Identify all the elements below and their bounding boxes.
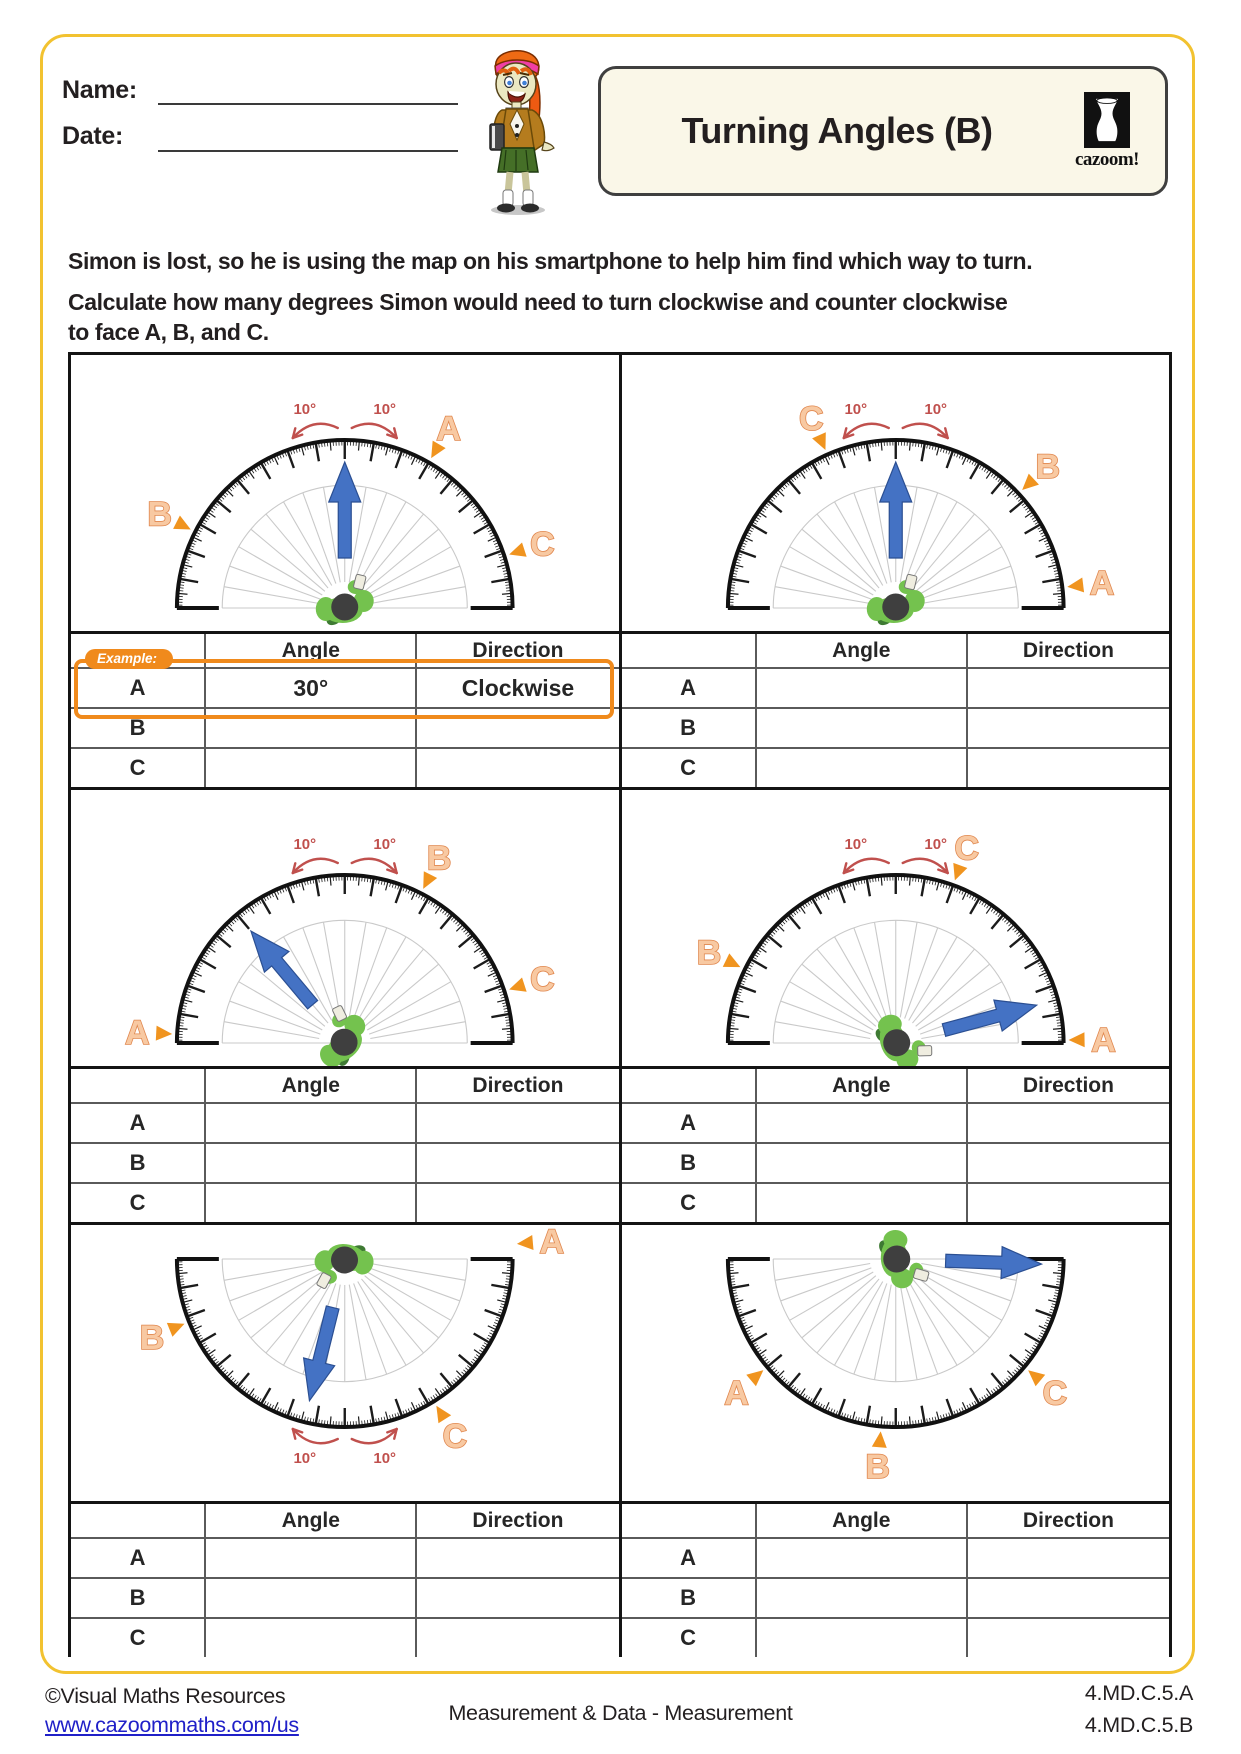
angle-cell [756, 1183, 967, 1222]
answer-table-3 [71, 1066, 619, 1222]
svg-text:A: A [124, 1014, 150, 1053]
svg-text:A: A [436, 409, 461, 448]
angle-cell [205, 1618, 416, 1657]
svg-text:C: C [1042, 1374, 1067, 1413]
row-label: A [622, 1103, 756, 1143]
standard-code-2: 4.MD.C.5.B [1084, 1713, 1193, 1737]
instruction-line-3: to face A, B, and C. [68, 319, 269, 345]
instruction-line-2: Calculate how many degrees Simon would need to turn clockwise and counter clockwise [68, 289, 1008, 315]
svg-text:C: C [798, 399, 823, 438]
angle-header: Angle [756, 1068, 967, 1104]
direction-cell [967, 1103, 1169, 1143]
corner-header [71, 1068, 205, 1104]
angle-cell [756, 748, 967, 787]
angle-cell [756, 668, 967, 708]
svg-text:C: C [530, 525, 555, 564]
row-label: A [71, 668, 205, 708]
direction-cell [416, 1538, 618, 1578]
corner-header [622, 1503, 756, 1539]
row-label: C [71, 1183, 205, 1222]
row-label: A [71, 1103, 205, 1143]
name-label: Name: [62, 76, 137, 104]
svg-text:10°: 10° [923, 835, 947, 854]
row-label: B [71, 708, 205, 748]
row-label: B [71, 1143, 205, 1183]
direction-cell [967, 1538, 1169, 1578]
name-input-line [158, 103, 458, 105]
exercise-panel-2 [622, 355, 1170, 787]
svg-text:C: C [954, 829, 979, 868]
angle-cell [205, 1103, 416, 1143]
angle-header: Angle [205, 1068, 416, 1104]
direction-cell [416, 1578, 618, 1618]
angle-cell [756, 1578, 967, 1618]
svg-text:10°: 10° [293, 1449, 317, 1468]
svg-text:10°: 10° [843, 835, 867, 854]
svg-text:B: B [426, 839, 452, 878]
svg-text:10°: 10° [293, 400, 317, 419]
row-label: A [71, 1538, 205, 1578]
svg-text:B: B [147, 495, 172, 534]
svg-text:A: A [1089, 564, 1114, 603]
corner-header [622, 1068, 756, 1104]
angle-header: Angle [205, 1503, 416, 1539]
angle-cell [756, 708, 967, 748]
strand-text: Measurement & Data - Measurement [448, 1701, 793, 1725]
direction-header: Direction [967, 1068, 1169, 1104]
hand [542, 142, 554, 151]
row-label: C [71, 748, 205, 787]
angle-cell [205, 748, 416, 787]
protractor-figure-1 [71, 355, 619, 631]
protractor-figure-2 [622, 355, 1170, 631]
direction-header: Direction [967, 1503, 1169, 1539]
angle-cell [756, 1143, 967, 1183]
protractor-figure-6 [622, 1225, 1170, 1501]
cazoom-logo-text: cazoom! [1074, 148, 1140, 170]
angle-cell [205, 1143, 416, 1183]
exercise-grid [68, 352, 1172, 1657]
row-label: C [71, 1618, 205, 1657]
direction-header: Direction [416, 1068, 618, 1104]
answer-table-2 [622, 631, 1170, 787]
direction-cell [967, 668, 1169, 708]
row-label: B [71, 1578, 205, 1618]
direction-cell [967, 1143, 1169, 1183]
direction-cell [967, 708, 1169, 748]
title-box [598, 66, 1168, 196]
exercise-panel-4 [622, 790, 1170, 1222]
row-label: C [622, 1183, 756, 1222]
svg-text:10°: 10° [923, 400, 947, 419]
direction-cell [967, 1618, 1169, 1657]
svg-text:B: B [696, 933, 721, 972]
direction-cell [967, 748, 1169, 787]
svg-text:A: A [539, 1225, 565, 1261]
corner-header [622, 633, 756, 669]
direction-header: Direction [416, 633, 618, 669]
svg-text:10°: 10° [293, 835, 317, 854]
direction-cell [967, 1578, 1169, 1618]
row-label: C [622, 748, 756, 787]
answer-table-6 [622, 1501, 1170, 1657]
angle-cell: 30° [205, 668, 416, 708]
row-label: A [622, 1538, 756, 1578]
row-label: B [622, 1578, 756, 1618]
row-label: C [622, 1618, 756, 1657]
exercise-panel-5 [71, 1225, 619, 1657]
svg-text:B: B [139, 1318, 165, 1357]
protractor-figure-3 [71, 790, 619, 1066]
svg-text:B: B [864, 1448, 890, 1487]
protractor-figure-5 [71, 1225, 619, 1501]
standard-code-1: 4.MD.C.5.A [1084, 1681, 1193, 1705]
svg-text:10°: 10° [373, 400, 397, 419]
instruction-line-1: Simon is lost, so he is using the map on his smartphone to help him find which way to turn. [68, 248, 1033, 274]
website-link[interactable]: www.cazoommaths.com/us [45, 1713, 299, 1737]
angle-cell [205, 1578, 416, 1618]
example-badge: Example: [85, 649, 173, 669]
instructions [68, 246, 1128, 347]
svg-text:10°: 10° [373, 835, 397, 854]
direction-cell [416, 1183, 618, 1222]
svg-text:A: A [723, 1374, 749, 1413]
direction-cell [416, 748, 618, 787]
row-label: B [622, 1143, 756, 1183]
student-cartoon-illustration [466, 40, 570, 216]
direction-cell [967, 1183, 1169, 1222]
page-title: Turning Angles (B) [681, 110, 993, 151]
exercise-panel-6 [622, 1225, 1170, 1657]
exercise-panel-1 [71, 355, 619, 787]
direction-cell [416, 1618, 618, 1657]
angle-header: Angle [756, 1503, 967, 1539]
row-label: B [622, 708, 756, 748]
svg-text:10°: 10° [373, 1449, 397, 1468]
angle-header: Angle [756, 633, 967, 669]
row-label: A [622, 668, 756, 708]
direction-cell [416, 708, 618, 748]
direction-header: Direction [967, 633, 1169, 669]
direction-cell [416, 1103, 618, 1143]
angle-header: Angle [205, 633, 416, 669]
answer-table-4 [622, 1066, 1170, 1222]
copyright-text: ©Visual Maths Resources [45, 1684, 286, 1708]
answer-table-5 [71, 1501, 619, 1657]
angle-cell [205, 1183, 416, 1222]
direction-header: Direction [416, 1503, 618, 1539]
direction-cell [416, 1143, 618, 1183]
cazoom-logo [1059, 92, 1165, 171]
angle-cell [205, 1538, 416, 1578]
svg-text:10°: 10° [843, 400, 867, 419]
svg-text:B: B [1034, 448, 1060, 487]
direction-cell: Clockwise [416, 668, 618, 708]
date-input-line [158, 150, 458, 152]
cazoom-vase-icon [1084, 92, 1130, 148]
svg-text:C: C [530, 960, 555, 999]
angle-cell [205, 708, 416, 748]
angle-cell [756, 1538, 967, 1578]
exercise-panel-3 [71, 790, 619, 1222]
angle-cell [756, 1618, 967, 1657]
date-label: Date: [62, 122, 124, 150]
svg-text:C: C [442, 1417, 468, 1456]
corner-header [71, 1503, 205, 1539]
svg-text:A: A [1090, 1021, 1116, 1060]
protractor-figure-4 [622, 790, 1170, 1066]
angle-cell [756, 1103, 967, 1143]
